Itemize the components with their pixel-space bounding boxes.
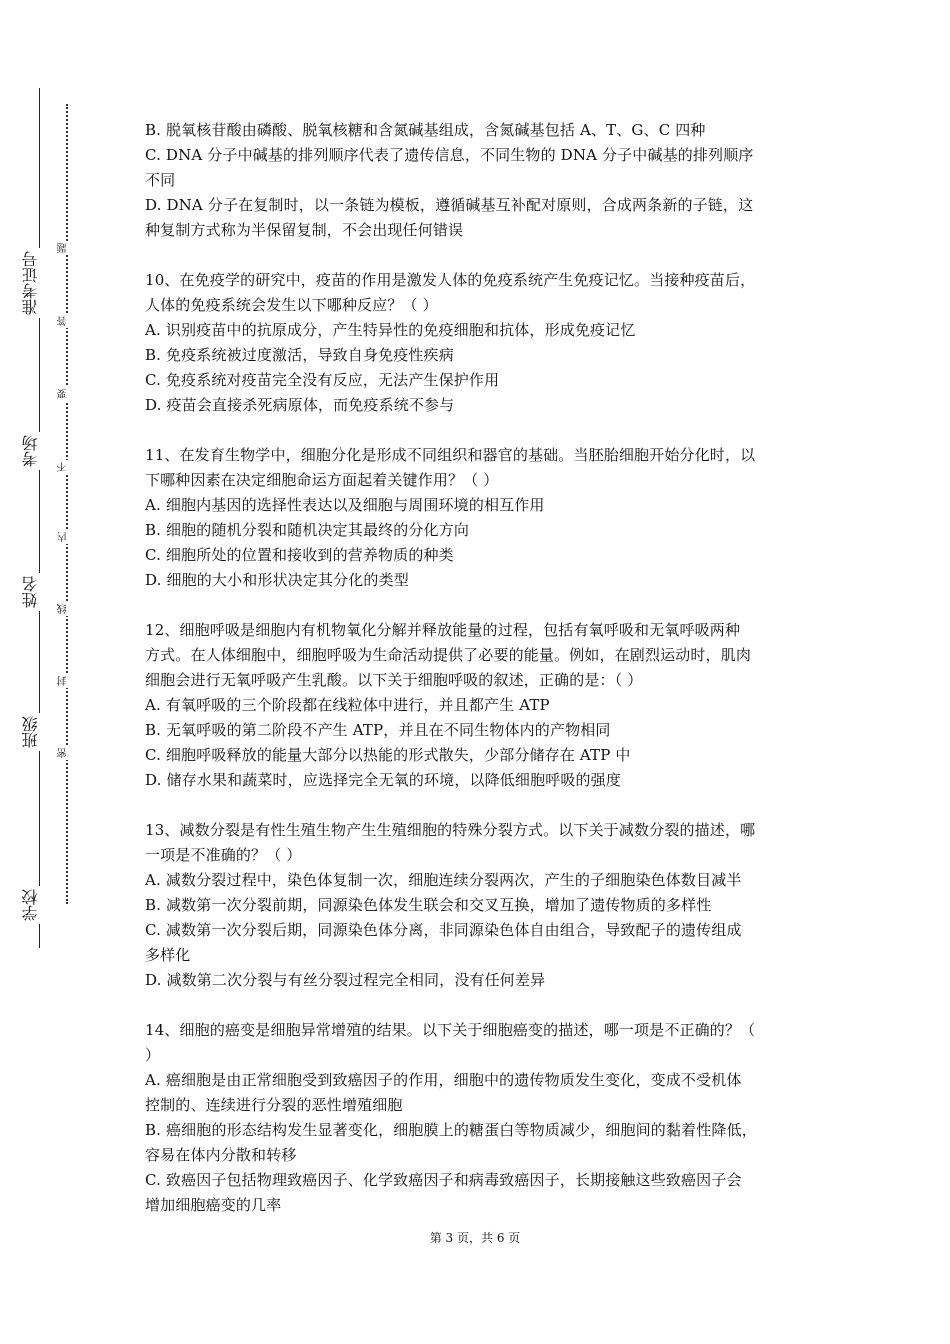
question-stem-cont: ） [145,1046,161,1064]
option-c: C. 致癌因子包括物理致癌因子、化学致癌因子和病毒致癌因子，长期接触这些致癌因子会 [145,1171,742,1189]
option-d: D. 疫苗会直接杀死病原体，而免疫系统不参与 [145,396,455,414]
seal-char: 内 [58,530,74,544]
question-9-tail [145,118,810,243]
question-14 [145,1018,810,1218]
question-stem: 14、细胞的癌变是细胞异常增殖的结果。以下关于细胞癌变的描述，哪一项是不正确的？（ [145,1021,756,1039]
option-b: B. 细胞的随机分裂和随机决定其最终的分化方向 [145,521,470,539]
option-c-cont: 增加细胞癌变的几率 [145,1196,282,1214]
option-c-cont: 不同 [145,171,176,189]
option-a: A. 有氧呼吸的三个阶段都在线粒体中进行，并且都产生 ATP [145,696,550,714]
seal-char: 不 [58,460,74,474]
class-label: 班级 [22,713,56,751]
seal-char: 线 [58,602,74,616]
page-footer: 第 3 页，共 6 页 [429,1231,521,1245]
question-stem-cont: 人体的免疫系统会发生以下哪种反应？（ ） [145,296,438,314]
option-c: C. 细胞所处的位置和接收到的营养物质的种类 [145,546,454,564]
option-d: D. 细胞的大小和形状决定其分化的类型 [145,571,409,589]
option-c: C. 细胞呼吸释放的能量大部分以热能的形式散失，少部分储存在 ATP 中 [145,746,631,764]
question-stem-cont: 下哪种因素在决定细胞命运方面起着关键作用？（ ） [145,471,499,489]
question-10 [145,268,810,418]
option-d: D. 减数第二次分裂与有丝分裂过程完全相同，没有任何差异 [145,971,546,989]
option-b: B. 癌细胞的形态结构发生显著变化，细胞膜上的糖蛋白等物质减少，细胞间的黏着性降低， [145,1121,757,1139]
seal-char: 答 [58,314,74,328]
name-label: 姓名 [22,573,56,611]
option-c: C. 减数第一次分裂后期，同源染色体分离，非同源染色体自由组合，导致配子的遗传组成 [145,921,742,939]
option-b: B. 减数第一次分裂前期，同源染色体发生联会和交叉互换，增加了遗传物质的多样性 [145,896,712,914]
option-a: A. 减数分裂过程中，染色体复制一次，细胞连续分裂两次，产生的子细胞染色体数目减半 [145,871,742,889]
option-d: D. 储存水果和蔬菜时，应选择完全无氧的环境，以降低细胞呼吸的强度 [145,771,621,789]
question-stem: 11、在发育生物学中，细胞分化是形成不同组织和器官的基础。当胚胎细胞开始分化时，以 [145,446,756,464]
school-label: 学校 [22,886,56,924]
option-a-cont: 控制的、连续进行分裂的恶性增殖细胞 [145,1096,403,1114]
option-c: C. DNA 分子中碱基的排列顺序代表了遗传信息，不同生物的 DNA 分子中碱基的排列顺序 [145,146,754,164]
question-stem: 10、在免疫学的研究中，疫苗的作用是激发人体的免疫系统产生免疫记忆。当接种疫苗后， [145,271,756,289]
option-a: A. 识别疫苗中的抗原成分，产生特异性的免疫细胞和抗体，形成免疫记忆 [145,321,636,339]
binding-margin [0,0,110,1344]
seal-char: 题 [58,241,74,255]
option-a: A. 细胞内基因的选择性表达以及细胞与周围环境的相互作用 [145,496,545,514]
seal-char: 密 [58,746,74,760]
option-b: B. 免疫系统被过度激活，导致自身免疫性疾病 [145,346,454,364]
option-c: C. 免疫系统对疫苗完全没有反应，无法产生保护作用 [145,371,500,389]
question-stem-cont: 细胞会进行无氧呼吸产生乳酸。以下关于细胞呼吸的叙述，正确的是：（ ） [145,671,643,689]
question-stem-cont: 一项是不准确的？（ ） [145,846,302,864]
question-content [145,118,810,1218]
question-12 [145,618,810,793]
option-b: B. 无氧呼吸的第二阶段不产生 ATP，并且在不同生物体内的产物相同 [145,721,611,739]
exam-number-label: 准考证号 [22,248,56,318]
option-c-cont: 多样化 [145,946,191,964]
option-d-cont: 种复制方式称为半保留复制，不会出现任何错误 [145,221,464,239]
question-stem: 13、减数分裂是有性生殖生物产生生殖细胞的特殊分裂方式。以下关于减数分裂的描述，哪 [145,821,756,839]
option-b-cont: 容易在体内分散和转移 [145,1146,297,1164]
question-11 [145,443,810,593]
exam-room-label: 考场 [22,432,56,470]
seal-char: 封 [58,674,74,688]
margin-solid-line [39,88,40,948]
option-d: D. DNA 分子在复制时，以一条链为模板，遵循碱基互补配对原则，合成两条新的子链，这 [145,196,754,214]
option-a: A. 癌细胞是由正常细胞受到致癌因子的作用，细胞中的遗传物质发生变化，变成不受机体 [145,1071,742,1089]
question-stem-cont: 方式。在人体细胞中，细胞呼吸为生命活动提供了必要的能量。例如，在剧烈运动时，肌肉 [145,646,752,664]
question-13 [145,818,810,993]
seal-dotted-line [66,104,68,904]
seal-char: 要 [58,387,74,401]
option-b: B. 脱氧核苷酸由磷酸、脱氧核糖和含氮碱基组成，含氮碱基包括 A、T、G、C 四种 [145,121,706,139]
question-stem: 12、细胞呼吸是细胞内有机物氧化分解并释放能量的过程，包括有氧呼吸和无氧呼吸两种 [145,621,741,639]
